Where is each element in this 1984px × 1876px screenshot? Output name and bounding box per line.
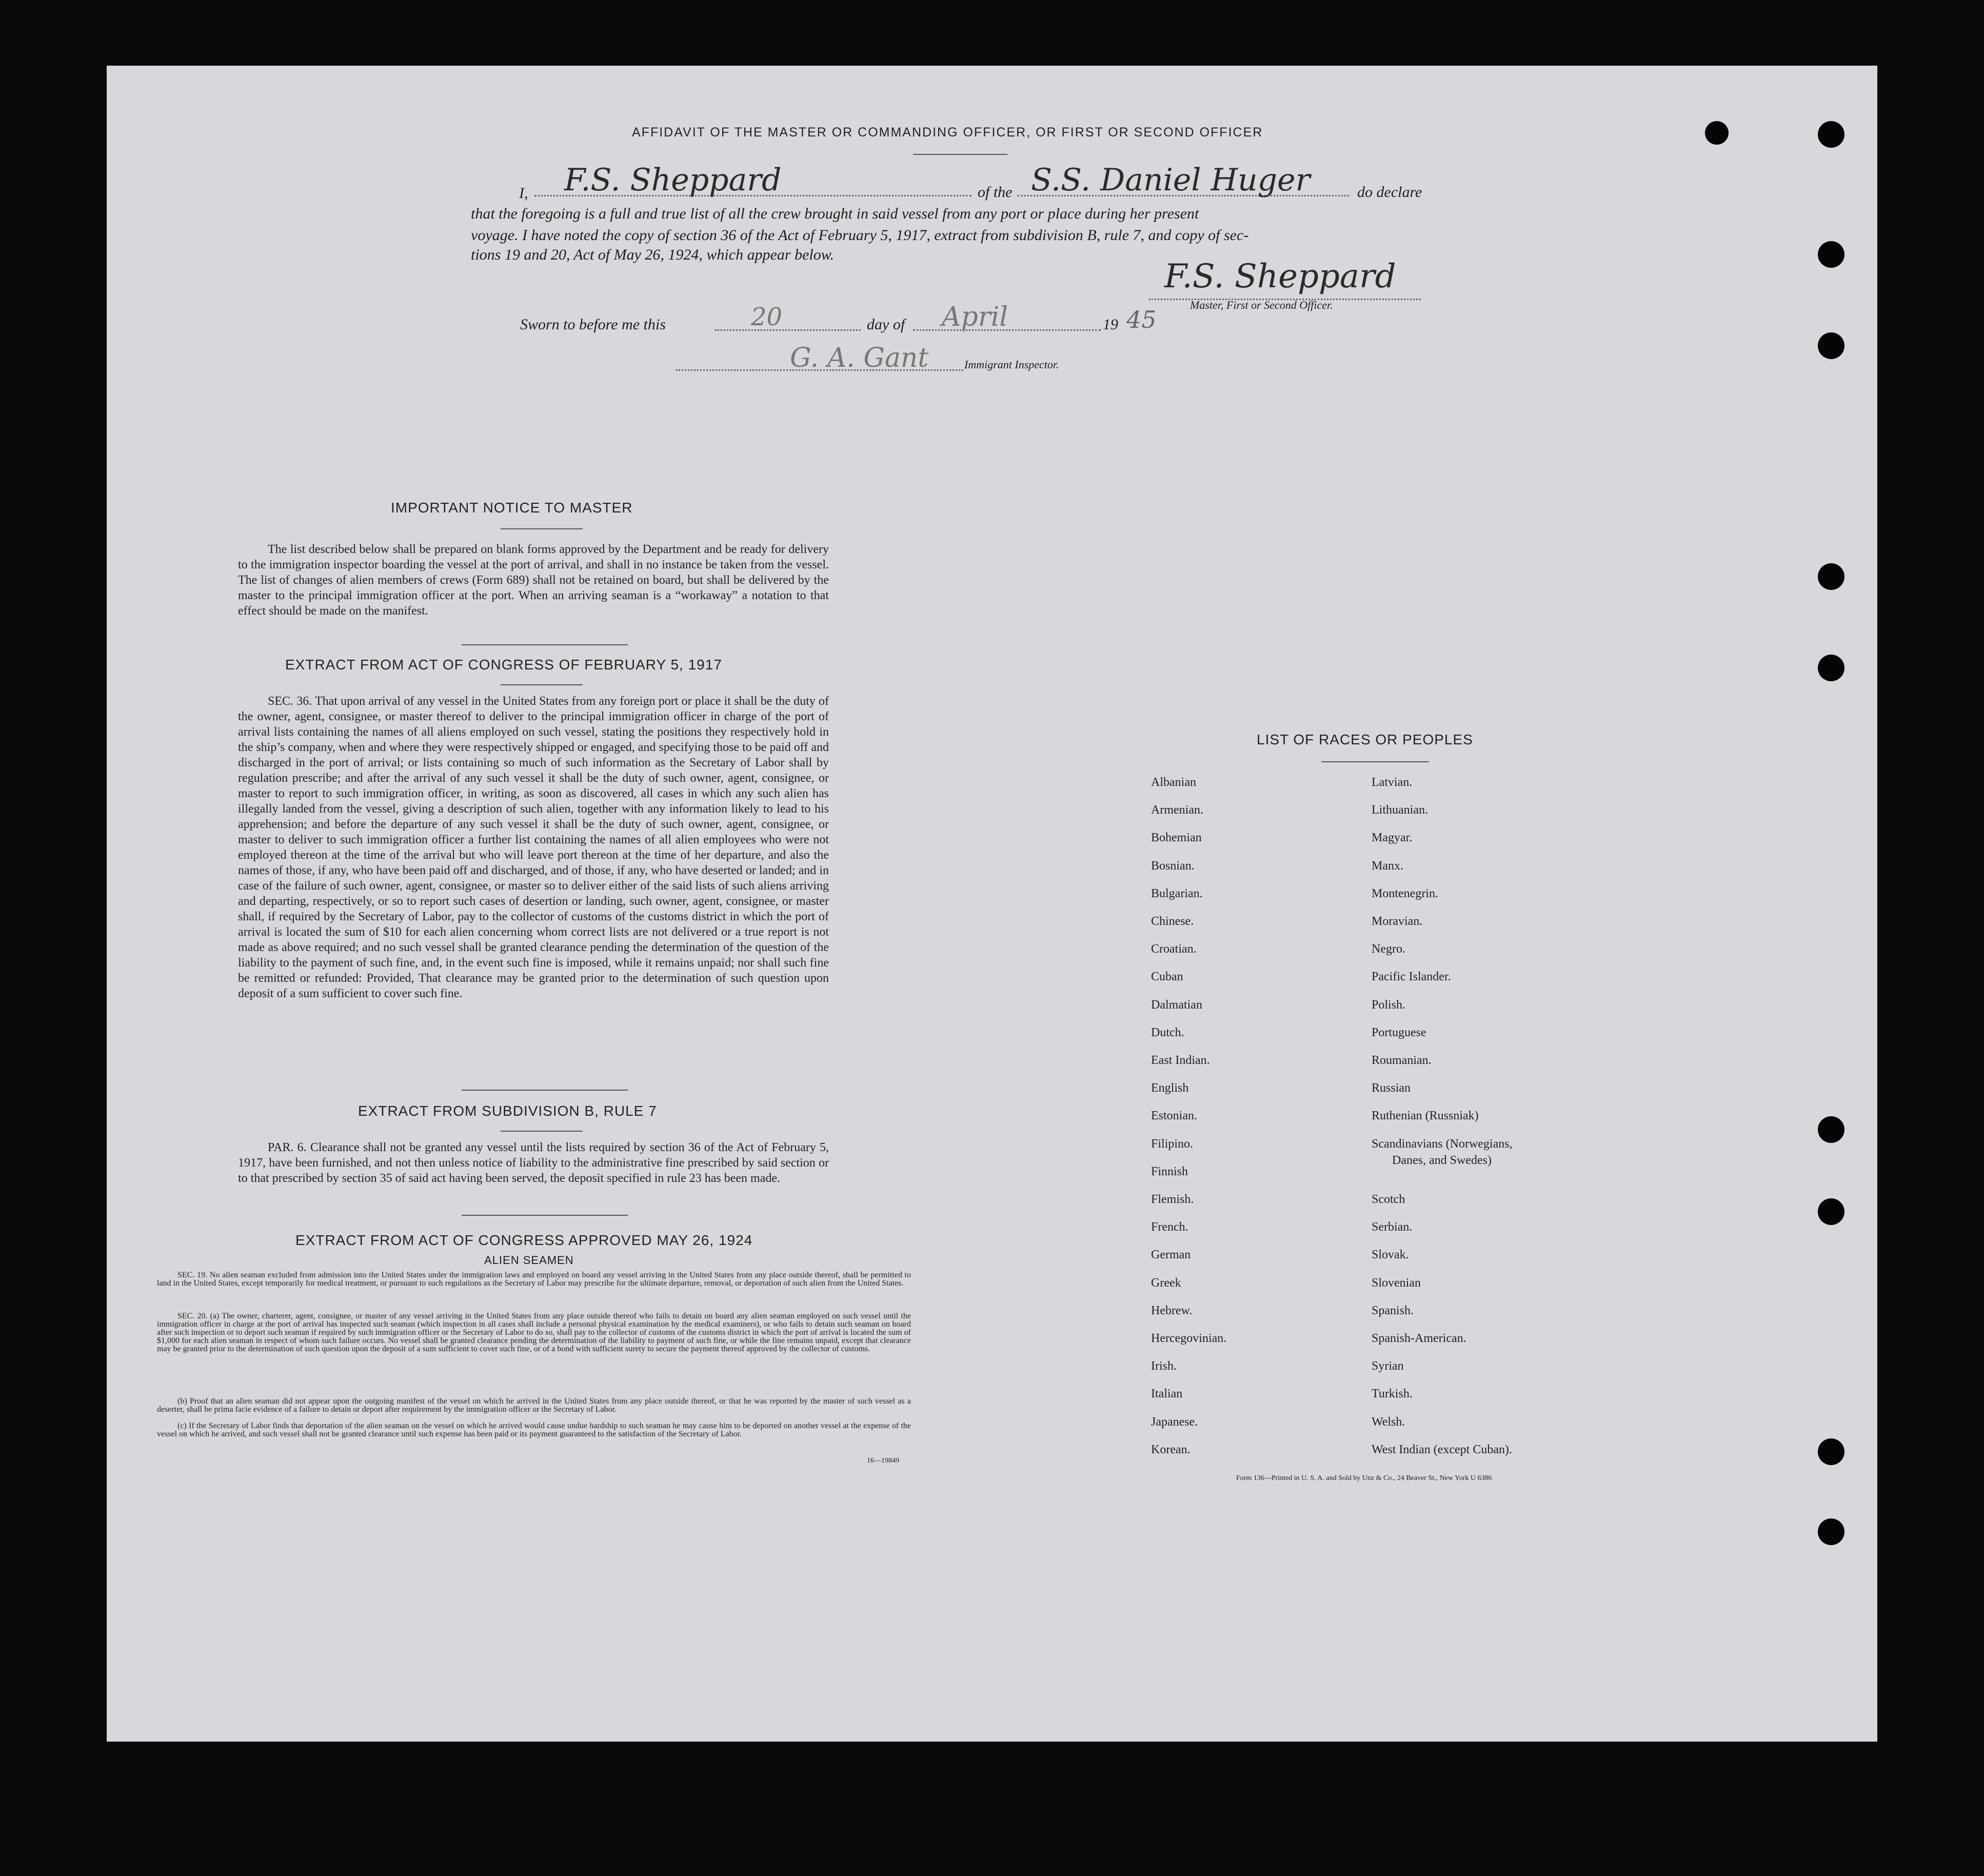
race-item: Welsh.	[1372, 1415, 1405, 1429]
race-item: English	[1151, 1081, 1189, 1095]
of-the-label: of the	[978, 184, 1013, 201]
punch-hole-mark	[1818, 1518, 1844, 1545]
race-item: Russian	[1372, 1081, 1411, 1095]
race-item: Portuguese	[1372, 1025, 1426, 1039]
extract-1917-title: EXTRACT FROM ACT OF CONGRESS OF FEBRUARY 5, 1917	[285, 657, 722, 673]
race-item: Chinese.	[1151, 915, 1194, 928]
punch-hole-mark	[1818, 563, 1844, 590]
race-item: Spanish.	[1372, 1304, 1414, 1317]
race-item: Pacific Islander.	[1372, 970, 1451, 984]
race-item: Spanish-American.	[1372, 1332, 1466, 1345]
race-item: Bohemian	[1151, 831, 1202, 845]
race-item: Montenegrin.	[1372, 886, 1438, 900]
races-title: LIST OF RACES OR PEOPLES	[1257, 732, 1473, 747]
punch-hole-mark	[1818, 332, 1844, 359]
notice-text: The list described below shall be prepared on blank forms approved by the Department and be ready for delivery to the immigration inspector boarding the vessel at the port of arrival, and shall in no instance be taken from the vessel. The list of changes of alien members of crews (Form 689) shall not be retained on board, but shall be delivered by the master to the principal immigration officer at the port. When an arriving seaman is a “workaway” a notation to that effect should be made on the manifest.	[238, 543, 829, 618]
race-item: Bosnian.	[1151, 859, 1195, 873]
section-divider	[501, 684, 583, 685]
vessel-name-handwritten: S.S. Daniel Huger	[1031, 162, 1311, 198]
do-declare-label: do declare	[1357, 184, 1422, 201]
sec-19-text: SEC. 19. No alien seaman excluded from admission into the United States under the immigration laws and employed on board any vessel arriving in the United States from any place outside thereof, shall be permitted to land in the United States, except temporarily for medical treatment, or pursuant to such regulations as the Secretary of Labor may prescribe for the ultimate departure, removal, or deportation of such alien from the United States.	[157, 1271, 911, 1288]
notice-title: IMPORTANT NOTICE TO MASTER	[391, 500, 633, 516]
master-signature: F.S. Sheppard	[1164, 258, 1396, 295]
form-code: 16—19849	[867, 1457, 899, 1465]
sec-20c-text: (c) If the Secretary of Labor finds that deportation of the alien seaman on the vessel on which he arrived would cause undue hardship to such seaman he may cause him to be deported on another vessel at the expense of the vessel on which he arrived, and such vessel shall not be granted clearance until such expense has been paid or its payment guaranteed to the satisfaction of the Secretary of Labor.	[157, 1421, 911, 1438]
race-item: West Indian (except Cuban).	[1372, 1443, 1512, 1456]
race-item: Croatian.	[1151, 942, 1197, 956]
race-item: Flemish.	[1151, 1193, 1194, 1206]
punch-hole-mark	[1705, 121, 1729, 145]
extract-1917-text: SEC. 36. That upon arrival of any vessel in the United States from any foreign port or place it shall be the duty of the owner, agent, consignee, or master thereof to deliver to the principal immigration officer in charge of the port of arrival lists containing the names of all aliens employed on such vessel, stating the positions they respectively hold in the ship’s company, when and where they were respectively shipped or engaged, and specifying those to be paid off and discharged in the port of arrival; or lists containing so much of such information as the Secretary of Labor shall by regulation prescribe; and after the arrival of any such vessel it shall be the duty of such owner, agent, consignee, or master to report to such immigration officer, in writing, as soon as discovered, all cases in which any such alien has illegally landed from the vessel, giving a description of such alien, together with any information likely to lead to his apprehension; and before the departure of any such vessel it shall be the duty of such owner, agent, consignee, or master to deliver to such immigration officer a further list containing the names of all alien employees who were not employed thereon at the time of the arrival but who will leave port thereon at the time of her departure, and also the names of those, if any, who have been paid off and discharged, and of those, if any, who have deserted or landed; and in case of the failure of such owner, agent, consignee, or master so to deliver either of the said lists of such aliens arriving and departing, respectively, or so to report such cases of desertion or landing, such owner, agent, consignee, or master shall, if required by the Secretary of Labor, pay to the collector of customs of the customs district in which the port of arrival is located the sum of $10 for each alien concerning whom correct lists are not delivered or a true report is not made as above required; and no such vessel shall be granted clearance pending the determination of the question of the liability to the payment of such fine, and, in the event such fine is imposed, while it remains unpaid; nor shall such fine be remitted or refunded: Provided, That clearance may be granted prior to the determination of such question upon deposit of a sum sufficient to cover such fine.	[238, 695, 829, 1000]
sworn-day-line	[715, 329, 861, 331]
race-item: Estonian.	[1151, 1109, 1197, 1123]
race-item: Magyar.	[1372, 831, 1413, 845]
race-item: Filipino.	[1151, 1137, 1194, 1151]
race-item: Slovak.	[1372, 1248, 1409, 1262]
day-of-label: day of	[867, 316, 905, 333]
race-item: Finnish	[1151, 1164, 1188, 1178]
section-divider	[462, 1090, 628, 1091]
affidavit-title: AFFIDAVIT OF THE MASTER OR COMMANDING OFFICER, OR FIRST OR SECOND OFFICER	[632, 125, 1263, 140]
sworn-day-handwritten: 20	[751, 303, 783, 331]
race-item-wrap: Danes, and Swedes)	[1392, 1153, 1492, 1167]
title-divider	[913, 154, 1007, 155]
master-name-handwritten: F.S. Sheppard	[564, 162, 782, 198]
sworn-month-handwritten: April	[942, 302, 1008, 332]
extract-1924-title: EXTRACT FROM ACT OF CONGRESS APPROVED MAY 26, 1924	[295, 1232, 753, 1248]
race-item: Italian	[1151, 1387, 1183, 1401]
affidavit-body-line-2: voyage. I have noted the copy of section 36 of the Act of February 5, 1917, extract from subdivision B, rule 7, and copy of sec-	[471, 227, 1249, 244]
affidavit-body-line-1: that the foregoing is a full and true list of all the crew brought in said vessel from any port or place during her present	[471, 205, 1199, 222]
section-divider	[462, 644, 628, 645]
race-item: Scotch	[1372, 1193, 1405, 1206]
race-item: Japanese.	[1151, 1415, 1198, 1429]
race-item: Slovenian	[1372, 1276, 1421, 1290]
extract-rule7-title: EXTRACT FROM SUBDIVISION B, RULE 7	[358, 1103, 657, 1119]
race-item: Manx.	[1372, 859, 1403, 873]
punch-hole-mark	[1818, 655, 1844, 681]
race-item: Latvian.	[1372, 776, 1413, 789]
i-label: I,	[519, 185, 528, 202]
section-divider	[501, 1131, 583, 1132]
races-divider	[1321, 761, 1429, 762]
race-item: Cuban	[1151, 970, 1183, 984]
race-item: Dalmatian	[1151, 998, 1202, 1012]
punch-hole-mark	[1818, 1116, 1844, 1143]
signature-label: Master, First or Second Officer.	[1190, 299, 1333, 311]
race-item: Greek	[1151, 1276, 1181, 1290]
race-item: Turkish.	[1372, 1387, 1413, 1401]
sec-20a-text: SEC. 20. (a) The owner, charterer, agent, consignee, or master of any vessel arriving in the United States from any place outside thereof who fails to detain on board any alien seaman employed on such vessel until the immigration officer in charge at the port of arrival has inspected such seaman (which inspection in all cases shall include a personal physical examination by the medical examiners), or who fails to detain such seaman on board after such inspection or to deport such seaman if required by such immigration officer or the Secretary of Labor to do so, shall pay to the collector of customs of the customs district in which the port of arrival is located the sum of $1,000 for each alien seaman in respect of whom such failure occurs. No vessel shall be granted clearance pending the determination of the liability to payment of such fine, or while the fine remains unpaid, except that clearance may be granted prior to the determination of such question upon the deposit of a sum sufficient to cover such fine, or of a bond with sufficient surety to secure the payment thereof approved by the collector of customs.	[157, 1312, 911, 1353]
sec-20b-text: (b) Proof that an alien seaman did not appear upon the outgoing manifest of the vessel on which he arrived in the United States from any place outside thereof, or that he was reported by the master of such vessel as a deserter, shall be prima facie evidence of a failure to detain or deport after requirement by the immigration officer or the Secretary of Labor.	[157, 1397, 911, 1414]
punch-hole-mark	[1818, 241, 1844, 268]
extract-1924-subtitle: ALIEN SEAMEN	[484, 1254, 574, 1267]
race-item: Korean.	[1151, 1443, 1191, 1456]
punch-hole-mark	[1818, 1198, 1844, 1225]
section-divider	[462, 1215, 628, 1216]
inspector-label: Immigrant Inspector.	[964, 358, 1059, 371]
race-item: Bulgarian.	[1151, 886, 1203, 900]
race-item: Roumanian.	[1372, 1054, 1432, 1067]
extract-rule7-text: PAR. 6. Clearance shall not be granted any vessel until the lists required by section 36 of the Act of February 5, 1917, have been furnished, and not then unless notice of liability to the administrative fine prescribed by said section or to that prescribed by section 35 of said act having been served, the deposit specified in rule 23 has been made.	[238, 1141, 829, 1185]
race-item: Ruthenian (Russniak)	[1372, 1109, 1479, 1123]
race-item: German	[1151, 1248, 1191, 1262]
punch-hole-mark	[1818, 121, 1844, 148]
race-item: Scandinavians (Norwegians,	[1372, 1137, 1513, 1151]
race-item: French.	[1151, 1220, 1188, 1234]
affidavit-body-line-3: tions 19 and 20, Act of May 26, 1924, which appear below.	[471, 246, 835, 263]
race-item: Polish.	[1372, 998, 1406, 1012]
race-item: Dutch.	[1151, 1025, 1184, 1039]
year-prefix: 19	[1103, 316, 1118, 333]
race-item: Irish.	[1151, 1359, 1177, 1373]
race-item: Moravian.	[1372, 915, 1423, 928]
race-item: East Indian.	[1151, 1054, 1210, 1067]
race-item: Albanian	[1151, 776, 1196, 789]
year-suffix-handwritten: 45	[1126, 306, 1157, 333]
form-printing-note: Form 136—Printed in U. S. A. and Sold by Unz & Co., 24 Beaver St., New York U 6386	[1236, 1474, 1492, 1482]
race-item: Negro.	[1372, 942, 1405, 956]
race-item: Hercegovinian.	[1151, 1332, 1227, 1345]
sworn-label: Sworn to before me this	[520, 316, 666, 333]
race-item: Armenian.	[1151, 803, 1203, 817]
race-item: Serbian.	[1372, 1220, 1413, 1234]
punch-hole-mark	[1818, 1438, 1844, 1465]
race-item: Syrian	[1372, 1359, 1404, 1373]
race-item: Lithuanian.	[1372, 803, 1428, 817]
race-item: Hebrew.	[1151, 1304, 1193, 1317]
inspector-signature: G. A. Gant	[790, 343, 929, 373]
notice-divider	[501, 528, 583, 529]
